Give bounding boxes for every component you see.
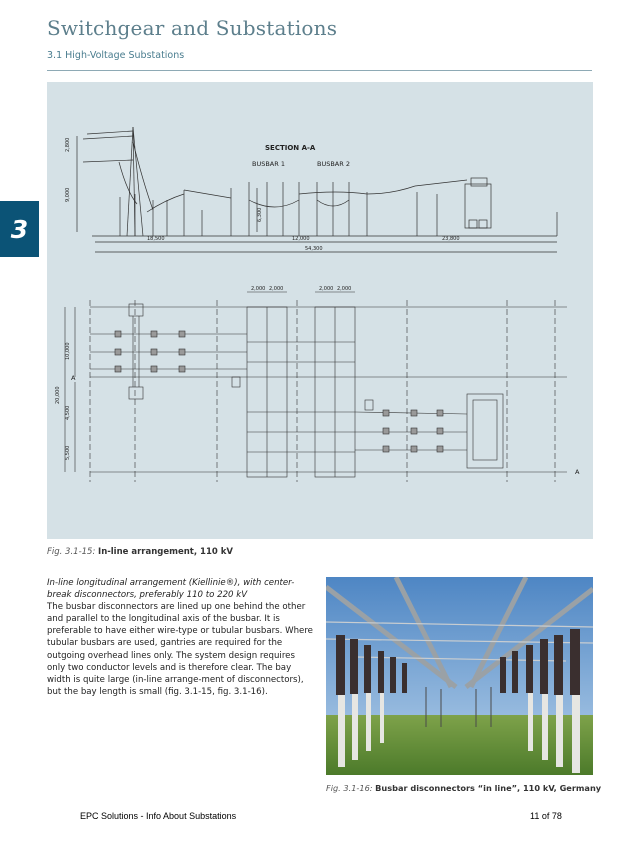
dim-20000: 20,000 <box>55 386 61 404</box>
dim-18500: 18,500 <box>147 236 165 242</box>
dim-10000: 10,000 <box>65 342 71 360</box>
figure-caption <box>47 547 233 557</box>
substation-layout-svg <box>47 82 593 539</box>
chapter-tab: 3 <box>0 201 39 257</box>
marker-a-right: A <box>575 468 580 476</box>
dim-2800: 2,800 <box>65 137 71 152</box>
dim-23800: 23,800 <box>442 236 460 242</box>
footer-source: EPC Solutions - Info About Substations <box>80 811 237 821</box>
marker-a-left: A <box>71 374 76 382</box>
figure-caption-number: Fig. 3.1-15: <box>47 547 96 557</box>
dim-w4: 2,000 <box>337 286 352 292</box>
dim-w3: 2,000 <box>319 286 334 292</box>
busbar2-label: BUSBAR 2 <box>317 160 350 168</box>
body-paragraph: The busbar disconnectors are lined up one behind the other and parallel to the longitudinal axis of the busbar. It is preferable to have either wire-type or tubular busbars. Where tubular busbars are used, gantries are required for the outgoing overhead lines only. The system design requires only two conductor levels and is therefore clear. The bay width is quite large (in-line arrange-ment of disconnectors), but the bay length is small (fig. 3.1-15, fig. 3.1-16). <box>47 602 313 697</box>
body-lead: In-line longitudinal arrangement (Kiellinie®), with center-break disconnectors, preferably 110 to 220 kV <box>47 578 295 601</box>
photo-caption-number: Fig. 3.1-16: <box>326 783 373 793</box>
dim-5500: 5,500 <box>65 445 71 460</box>
substation-photo <box>326 577 593 775</box>
section-subtitle: 3.1 High-Voltage Substations <box>47 50 185 61</box>
dim-4500: 4,500 <box>65 405 71 420</box>
busbar-disconnectors-illustration <box>326 577 593 775</box>
photo-caption-text: Busbar disconnectors “in line”, 110 kV, Germany <box>375 783 602 793</box>
body-text <box>47 577 315 698</box>
busbar1-label: BUSBAR 1 <box>252 160 285 168</box>
header-divider <box>47 70 592 71</box>
engineering-drawing <box>47 82 593 539</box>
footer-page-number: 11 of 78 <box>530 811 562 821</box>
dim-9000: 9,000 <box>65 187 71 202</box>
page-title: Switchgear and Substations <box>47 16 338 40</box>
dim-6300: 6,300 <box>257 207 263 222</box>
section-label: SECTION A-A <box>265 144 316 152</box>
figure-caption-text: In-line arrangement, 110 kV <box>98 547 233 557</box>
dim-12000: 12,000 <box>292 236 310 242</box>
dim-w1: 2,000 <box>251 286 266 292</box>
dim-54300: 54,300 <box>305 246 323 252</box>
dim-w2: 2,000 <box>269 286 284 292</box>
photo-caption <box>326 783 601 793</box>
